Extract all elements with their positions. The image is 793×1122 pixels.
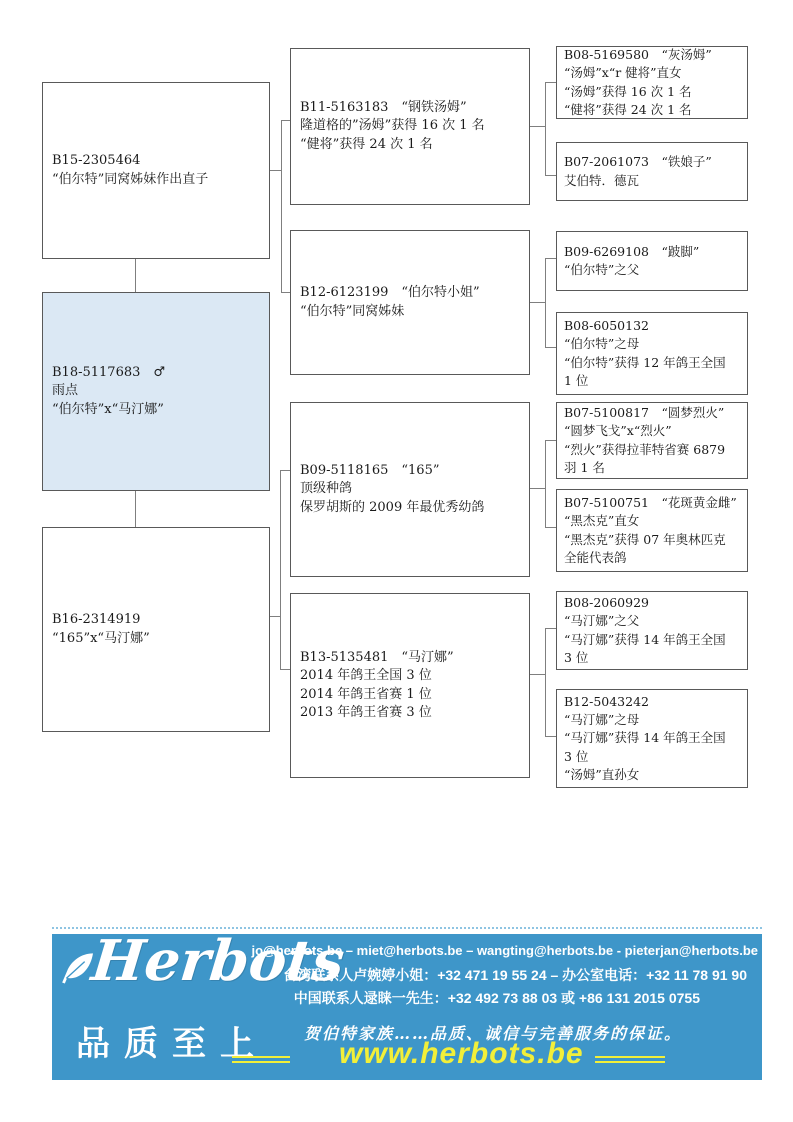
pedigree-box-ggparent-1 <box>556 46 748 119</box>
box-line: “伯尔特”获得 12 年鸽王全国 <box>564 354 726 370</box>
pedigree-box-ggparent-2 <box>556 142 748 201</box>
box-line: “165”x“马汀娜” <box>52 630 150 646</box>
box-line: B12-6123199 “伯尔特小姐” <box>300 285 480 301</box>
box-line: B08-2060929 <box>564 595 649 611</box>
pedigree-box-grandsire-1 <box>290 48 530 205</box>
box-line: “健将”获得 24 次 1 名 <box>300 136 433 152</box>
connector-line <box>135 491 136 527</box>
yellow-dash-right <box>595 1056 665 1063</box>
box-line: “马汀娜”之父 <box>564 613 640 629</box>
connector-line <box>135 259 136 292</box>
box-line: “马汀娜”获得 14 年鸽王全国 <box>564 730 726 746</box>
box-line: B09-5118165 “165” <box>300 462 440 478</box>
box-line: “汤姆”直孙女 <box>564 766 640 782</box>
box-line: “汤姆”获得 16 次 1 名 <box>564 83 692 99</box>
pedigree-box-ggparent-4 <box>556 312 748 395</box>
contact-taiwan: 台湾联系人卢婉婷小姐：+32 471 19 55 24 – 办公室电话：+32 11 78 91 90 <box>283 967 747 983</box>
connector-line <box>545 527 556 528</box>
contact-china: 中国联系人逯睐一先生：+32 492 73 88 03 或 +86 131 2015 0755 <box>293 990 700 1006</box>
box-line: 2014 年鸽王全国 3 位 <box>300 668 432 684</box>
connector-line <box>530 302 545 303</box>
family-tagline: 贺伯特家族……品质、诚信与完善服务的保证。 <box>304 1024 683 1043</box>
logo-slogan: 品质至上 <box>76 1024 268 1064</box>
box-line: B11-5163183 “钢铁汤姆” <box>300 99 467 115</box>
pedigree-box-ggparent-3 <box>556 231 748 291</box>
pedigree-box-father <box>42 82 270 259</box>
connector-line <box>545 440 546 528</box>
contact-emails: jo@herbots.be – miet@herbots.be – wangting@herbots.be - pieterjan@herbots.be <box>251 943 758 958</box>
pedigree-box-ggparent-8 <box>556 689 748 788</box>
connector-line <box>281 120 282 293</box>
box-line: 3 位 <box>564 649 589 665</box>
box-line: “伯尔特”x“马汀娜” <box>52 401 164 417</box>
box-line: 2013 年鸽王省赛 3 位 <box>300 704 432 720</box>
box-line: B13-5135481 “马汀娜” <box>300 649 454 665</box>
connector-line <box>530 674 545 675</box>
box-line: 全能代表鸽 <box>564 549 627 565</box>
box-line: B08-6050132 <box>564 318 649 334</box>
box-line: B09-6269108 “跛脚” <box>564 243 700 259</box>
connector-line <box>270 616 280 617</box>
box-line: B07-5100751 “花斑黄金雌” <box>564 495 737 511</box>
box-line: B07-5100817 “圆梦烈火” <box>564 405 725 421</box>
box-line: B08-5169580 “灰汤姆” <box>564 47 712 63</box>
connector-line <box>545 175 556 176</box>
box-line: B18-5117683 ♂ <box>52 364 166 380</box>
box-line: 艾伯特．德瓦 <box>564 172 640 188</box>
box-line: B15-2305464 <box>52 153 141 169</box>
box-line: 3 位 <box>564 748 589 764</box>
box-line: “马汀娜”之母 <box>564 712 640 728</box>
connector-line <box>545 82 556 83</box>
box-line: “伯尔特”之母 <box>564 336 640 352</box>
box-line: “烈火”获得拉菲特省赛 6879 <box>564 441 726 457</box>
box-line: B16-2314919 <box>52 612 141 628</box>
pedigree-box-granddam-1 <box>290 230 530 375</box>
herbots-banner <box>52 928 762 1080</box>
box-line: “伯尔特”之父 <box>564 262 640 277</box>
box-line: “圆梦飞戈”x“烈火” <box>564 423 672 439</box>
connector-line <box>545 628 556 629</box>
box-line: “伯尔特”同窝姊妹作出直子 <box>52 171 209 187</box>
box-line: 1 位 <box>564 372 589 388</box>
connector-line <box>545 258 546 348</box>
connector-line <box>281 292 290 293</box>
website-url: www.herbots.be <box>339 1037 584 1070</box>
connector-line <box>545 347 556 348</box>
connector-line <box>545 82 546 176</box>
box-line: 顶级种鸽 <box>300 481 353 497</box>
box-line: “伯尔特”同窝姊妹 <box>300 303 405 319</box>
box-line: B12-5043242 <box>564 694 649 710</box>
box-line: “黑杰克”获得 07 年奥林匹克 <box>564 531 726 547</box>
box-line: 保罗胡斯的 2009 年最优秀幼鸽 <box>300 499 485 515</box>
connector-line <box>280 470 290 471</box>
box-line: 隆道格的”汤姆”获得 16 次 1 名 <box>300 118 485 134</box>
pedigree-box-ggparent-7 <box>556 591 748 670</box>
connector-line <box>545 440 556 441</box>
box-line: B07-2061073 “铁娘子” <box>564 154 712 170</box>
pedigree-box-subject <box>42 292 270 491</box>
connector-line <box>530 488 545 489</box>
pedigree-box-ggparent-6 <box>556 489 748 572</box>
herbots-logo: Herbots <box>88 928 348 994</box>
box-line: 羽 1 名 <box>564 459 605 475</box>
yellow-dash-left <box>232 1056 290 1063</box>
box-line: “马汀娜”获得 14 年鸽王全国 <box>564 631 726 647</box>
connector-line <box>545 628 546 737</box>
connector-line <box>545 736 556 737</box>
box-line: 2014 年鸽王省赛 1 位 <box>300 686 432 702</box>
connector-line <box>280 470 281 670</box>
connector-line <box>545 258 556 259</box>
box-line: 雨点 <box>52 383 79 399</box>
pedigree-box-grandsire-2 <box>290 402 530 577</box>
connector-line <box>280 669 290 670</box>
box-line: “汤姆”x“r 健将”直女 <box>564 65 682 81</box>
box-line: “健将”获得 24 次 1 名 <box>564 101 692 117</box>
pedigree-box-mother <box>42 527 270 732</box>
connector-line <box>281 120 290 121</box>
connector-line <box>530 126 545 127</box>
pedigree-box-ggparent-5 <box>556 402 748 479</box>
box-line: “黑杰克”直女 <box>564 513 640 529</box>
connector-line <box>270 170 282 171</box>
pedigree-box-granddam-2 <box>290 593 530 778</box>
